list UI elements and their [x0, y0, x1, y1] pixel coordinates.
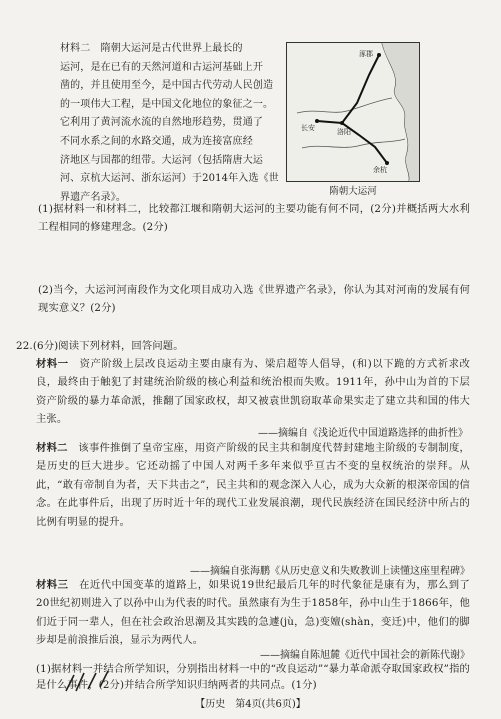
material2-q22	[36, 439, 470, 531]
material2-line: 它利用了黄河流水流的自然地形趋势，贯通了	[60, 117, 263, 129]
material1	[36, 355, 470, 429]
map-label: 长安	[301, 124, 315, 132]
material2-line: 不同水系之间的水路交通，成为连接富庶经	[60, 135, 253, 147]
material2-text	[60, 40, 282, 207]
material3-text: 在近代中国变革的道路上，如果说19世纪最后几年的时代象征是康有为，那么到了20世纪初则进入了以孙中山为代表的时代。虽然康有为生于1858年，孙中山生于1866年，他们近于同一辈人，但在社会政治思潮及其实践的急遽(jù，急)变嬗(shàn，变迁)中，他们的脚步却是前浪推后浪，显示为两代人。	[36, 579, 470, 647]
material2-lead: 材料二	[36, 442, 68, 454]
question-1: (1)据材料一和材料二，比较都江堰和隋朝大运河的主要功能有何不同，(2分)并概括两大水利工程相同的修建理念。(2分)	[38, 203, 470, 234]
material2-line: 河、京杭大运河、浙东运河）于2014年入选《世	[60, 173, 279, 185]
map-illustration	[287, 43, 419, 181]
material3	[36, 576, 470, 650]
material1-lead: 材料一	[36, 358, 69, 370]
map-label: 余杭	[373, 166, 387, 174]
material2-q22-text: 该事件推倒了皇帝宝座，用资产阶级的民主共和制度代替封建地主阶级的专制制度，是历史的巨大进步。它还动摇了中国人对两千多年来似乎亘古不变的皇权统治的崇拜。从此，“敢有帝制自为者，天下共击之”，民主共和的观念深入人心，成为大众新的根深帝国的信念。在此事件后，出现了历时近十年的现代工业发展浪潮，现代民族经济在国民经济中所占的比例有明显的提升。	[36, 442, 471, 528]
material2-line: 界遗产名录》。	[60, 191, 127, 203]
material2-line: 材料二 隋朝大运河是古代世界上最长的	[60, 43, 243, 54]
material1-source: ——摘编自《浅论近代中国道路选择的曲折性》	[258, 428, 468, 439]
material2-line: 济地区与国都的纽带。大运河（包括隋唐大运	[60, 154, 263, 166]
question-22-header: 22.(6分)阅读下列材料，回答问题。	[16, 340, 184, 352]
page-footer: 【历史 第4页(共6页)】	[195, 699, 306, 710]
material2-line: 运河，是在已有的天然河道和古运河基础上开	[60, 61, 263, 73]
material2-source: ——摘编自张海鹏《从历史意义和失败教训上读懂这座里程碑》	[190, 566, 470, 577]
question-22-1: (1)据材料一并结合所学知识，分别指出材料一中的“改良运动”“暴力革命派夺取国家政权”指的是什么事件，(2分)并结合所学知识归纳两者的共同点。(1分)	[36, 663, 470, 691]
grand-canal-map	[286, 42, 420, 182]
pen-scribble	[62, 665, 122, 695]
question-2: (2)当今，大运河河南段作为文化项目成功入选《世界遗产名录》，你认为其对河南的发展有何现实意义？(2分)	[38, 284, 470, 315]
material1-text: 资产阶级上层改良运动主要由康有为、梁启超等人倡导，(和)以下跪的方式祈求改良，最终由于触犯了封建统治阶级的核心利益和统治根而失败。1911年，孙中山为首的下层资产阶级的暴力革命派，推翻了国家政权，却又被袁世凯窃取革命果实走了建立共和国的伟大主张。	[36, 358, 471, 426]
material3-source: ——摘编自陈旭麓《近代中国社会的新陈代谢》	[260, 650, 470, 661]
map-label: 涿郡	[359, 50, 373, 58]
material2-line: 的一项伟大工程，是中国文化地位的象征之一。	[60, 98, 274, 110]
material3-lead: 材料三	[36, 579, 69, 591]
map-caption: 隋朝大运河	[329, 186, 377, 197]
map-label: 洛阳	[337, 128, 351, 136]
material2-line: 凿的，并且使用至今，是中国古代劳动人民创造	[60, 80, 274, 92]
